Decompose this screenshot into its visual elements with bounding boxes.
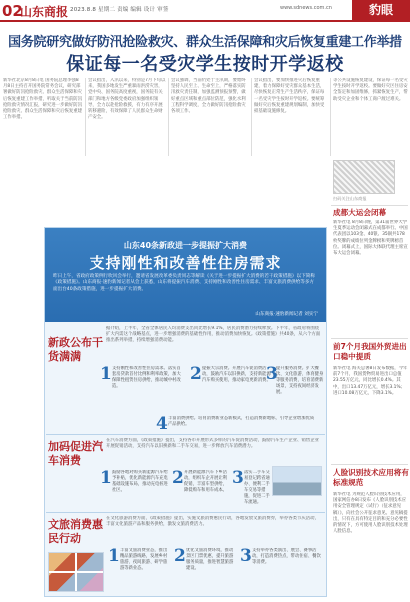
- banner-author: 山东商报·速豹新闻记者 刘实宁: [255, 312, 318, 317]
- divider: [331, 338, 408, 339]
- item-number: 1: [100, 364, 112, 384]
- section-title-3: 文旅消费惠民行动: [48, 518, 103, 545]
- qr-code-image[interactable]: [333, 160, 395, 194]
- section-2-item-3: 落实二手车交易登记跨省通办、便利二手车交易等措施，促进二手车流通。: [244, 470, 270, 505]
- divider: [331, 464, 408, 465]
- item-number: 3: [240, 546, 252, 566]
- section-2-item-1: 鼓励各地对购买新能源汽车给予补贴，优化新能源汽车充电基础设施布局，推动充电桩进社区。: [112, 470, 168, 493]
- banner-title: 支持刚性和改善性住房需求: [89, 254, 282, 272]
- site-url[interactable]: www.sdnews.com.cn: [280, 5, 332, 11]
- news-title-3: 人脸识别技术应用将有标准规范: [333, 468, 409, 487]
- section-title-1: 新政公布干货满满: [48, 336, 103, 363]
- section-3-item-1: 丰富文旅消费业态，推出精品旅游线路，发展乡村旅游、夜间旅游、研学旅游等新业态。: [120, 548, 168, 571]
- column-divider: [330, 78, 331, 156]
- divider: [46, 434, 325, 435]
- section-1-item-1: 支持刚性和改善性住房需求。落实首套房贷款首付比例和利率政策，加大保障性租赁住房供给，推动城中村改造。: [112, 366, 181, 389]
- ev-charging-photo: [272, 466, 322, 496]
- qr-caption: 扫码关注山东商报: [333, 196, 367, 201]
- section-1-item-2: 提振大宗消费。开展汽车促消费活动，鼓励汽车以旧换新，支持新能源汽车购买使用，推动家电更新消费。: [202, 366, 271, 383]
- article-col-1: 新华社北京8月8日电 国务院总理李强8月8日主持召开国务院常务会议，研究部署做好防汛抢险救灾、群众生活保障和灾后恢复重建工作举措，听取关于当前防汛抢险救灾情况汇报，研究进一步做好防汛抢险救灾、群众生活保障和灾后恢复重建工作举措。: [3, 78, 83, 121]
- section-logo: 豹眼: [352, 0, 410, 20]
- column-divider: [85, 78, 86, 156]
- article-col-5: 等公共设施恢复建设，保证每一名受灾学生按时开学返校。要做好灾区住房安全鉴定和加固维修，抓紧恢复生产，帮助受灾企业和个体工商户渡过难关。: [333, 78, 408, 102]
- section-3-item-2: 优化文旅消费环境，推动景区门票优惠，提升旅游服务质量，推进智慧旅游建设。: [186, 548, 234, 571]
- divider: [331, 205, 408, 206]
- kicker-headline: 国务院研究做好防汛抢险救灾、群众生活保障和灾后恢复重建工作举措: [8, 35, 402, 50]
- section-title-2: 加码促进汽车消费: [48, 440, 103, 467]
- item-number: 4: [156, 414, 168, 434]
- item-number: 2: [172, 468, 184, 488]
- news-body-1: 新华社电 8月8日晚，第31届世界大学生夏季运动会闭幕式在成都举行。中国代表团以103金、40银、35铜共178枚奖牌的成绩位列金牌榜和奖牌榜首位。闭幕式上，国际大体联代理主席宣布大运会闭幕。: [333, 220, 408, 257]
- article-col-2: 会议指出，入汛以来，特别是7月下旬以来，我国多地发生严重暴雨洪涝灾害，党中央、国务院高度重视，国务院有关部门和地方各级党委政府加强组织领导，全力以赴抢险救援，有力有序开展转移避险，有效保障了人民群众生命财产安全。: [88, 78, 166, 121]
- news-body-3: 新华社电 为规范人脸识别技术应用，国家网信办8日发布《人脸识别技术应用安全管理规定（试行）（征求意见稿）》，向社会公开征求意见。意见稿提出，只有在具有特定目的和充分必要性的情况下，方可使用人脸识别技术处理人脸信息。: [333, 492, 408, 535]
- item-number: 1: [108, 546, 120, 566]
- news-title-1: 成都大运会闭幕: [333, 208, 387, 217]
- news-body-2: 新华社电 海关总署8日发布数据，今年前7个月，我国货物贸易进出口总值23.55万亿元，同比增长0.4%。其中，出口13.47万亿元，增长3.1%；进口10.08万亿元，下降3.1%。: [333, 366, 408, 396]
- article-col-3: 会议强调，当前仍处于主汛期，要始终坚持人民至上、生命至上，严格落实防汛救灾责任制，加强监测预报预警，做好重点区域和重点部位防范，强化水利工程科学调度，全力做好防汛抢险救灾各项工作。: [171, 78, 246, 115]
- travel-photo-collage: [48, 552, 104, 592]
- banner-subtitle: 山东40条新政进一步提振扩大消费: [123, 241, 248, 250]
- article-col-4: 会议指出，要加快推进灾后恢复重建，着力保障好受灾群众基本生活，尽快恢复正常生产生活秩序，保证每一名受灾学生按时开学返校。要统筹做好灾后恢复重建规划编制，加快受损基础设施修复。: [254, 78, 325, 115]
- page-header: [0, 0, 410, 22]
- issue-meta: 2023.8.8 星期二 责编 编辑 设计 审签: [70, 7, 169, 13]
- section-2-item-2: 开展新能源汽车下乡活动，组织车企开展让利促销，丰富车型供给，降低购车和用车成本。: [184, 470, 227, 493]
- item-number: 2: [190, 364, 202, 384]
- section-1-item-3: 提升服务消费。扩大餐饮、文化旅游、体育健身等服务消费，培育消费新场景，支持夜间经济发展。: [276, 366, 324, 395]
- page-number: 02: [2, 2, 23, 20]
- divider: [46, 512, 325, 513]
- item-number: 3: [266, 364, 278, 384]
- section-3-item-3: 支持举办各类演出、展会、赛事活动，打造消费热点，带动住宿、餐饮等消费。: [252, 548, 321, 565]
- newspaper-name: 山东商报: [20, 5, 69, 19]
- special-banner: [45, 228, 326, 322]
- section-intro-2: 在汽车消费方面，《政策措施》提出，支持各市开展形式多样的汽车促消费活动，鼓励汽车生产企业、销售企业开展促销活动，支持汽车以旧换新和二手车交易，进一步释放汽车消费潜力。: [106, 438, 319, 450]
- section-intro-1: 据介绍，上半年，全省全体居民人均消费支出同比增长9.1%，居民消费潜力持续释放。下半年，省政府将围绕扩大内需这个战略基点，进一步增强消费的基础性作用，推动消费加快恢复。《政策措施》共40条，从六个方面推出系列举措，持续增强消费动能。: [106, 326, 321, 344]
- item-number: 3: [232, 468, 244, 488]
- item-number: 2: [174, 546, 186, 566]
- item-number: 1: [100, 468, 112, 488]
- column-divider: [251, 78, 252, 156]
- news-title-2: 前7个月我国外贸进出口稳中提质: [333, 342, 407, 361]
- banner-lead: 昨日上午，省政府政策例行吹风会举行，邀请省发展改革委负责同志等解读《关于进一步提振扩大消费的若干政策措施》以下简称《政策措施》。山东商报·速豹新闻记者从会上获悉，山东将提振汽车消费、支持刚性和改善性住房需求、丰富文旅消费供给等多方面出台40条政策措施，进一步提振扩大消费。: [53, 274, 315, 292]
- section-intro-3: 在文化旅游消费方面，《政策措施》提出，实施文旅消费惠民行动，各地发放文旅消费券，举办各类节庆活动，丰富文化旅游产品和服务供给，激发文旅消费活力。: [106, 516, 319, 528]
- main-headline: 保证每一名受灾学生按时开学返校: [66, 54, 344, 75]
- section-1-item-4: 丰富消费供给。培育消费新业态新模式，打造消费新地标，引导企业增加优质产品供给。: [168, 416, 315, 427]
- column-divider: [168, 78, 169, 156]
